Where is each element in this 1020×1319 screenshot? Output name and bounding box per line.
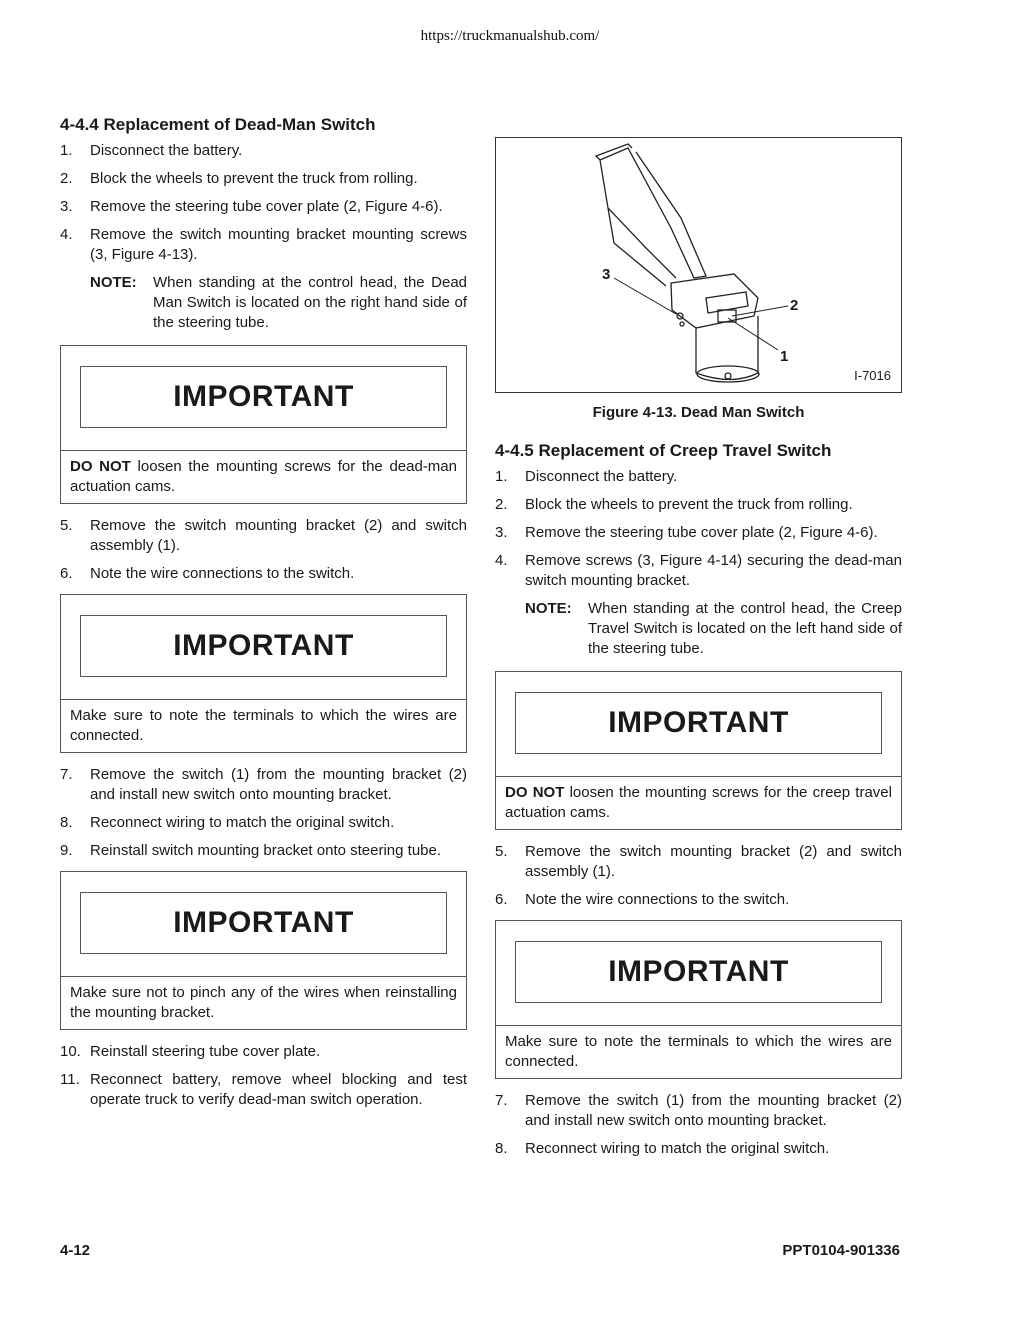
step-number: 4. — [60, 226, 73, 243]
steps-list-c — [60, 765, 467, 861]
step-text: Reconnect battery, remove wheel blocking and test operate truck to verify dead-man switch operation. — [90, 1071, 467, 1108]
step-item — [60, 1070, 467, 1110]
step-item — [495, 890, 902, 910]
note-text: When standing at the control head, the Creep Travel Switch is located on the left hand side of the steering tube. — [588, 600, 902, 657]
important-message: Make sure to note the terminals to which the wires are connected. — [61, 699, 466, 752]
important-message: DO NOT loosen the mounting screws for the dead-man actuation cams. — [61, 450, 466, 503]
step-text: Reinstall steering tube cover plate. — [90, 1043, 321, 1060]
step-number: 6. — [495, 891, 508, 908]
step-number: 2. — [495, 496, 508, 513]
step-item — [495, 467, 902, 487]
step-item — [495, 523, 902, 543]
step-number: 10. — [60, 1043, 81, 1060]
step-item — [60, 1042, 467, 1062]
note — [60, 273, 467, 333]
figure-caption: Figure 4-13. Dead Man Switch — [592, 404, 805, 421]
important-title: IMPORTANT — [80, 615, 447, 677]
step-text: Note the wire connections to the switch. — [525, 891, 790, 908]
step-text: Remove the switch (1) from the mounting bracket (2) and install new switch onto mounting bracket. — [525, 1092, 902, 1129]
step-text: Reconnect wiring to match the original switch. — [90, 814, 395, 831]
important-title: IMPORTANT — [515, 692, 882, 754]
step-item — [60, 169, 467, 189]
figure-dead-man-switch — [495, 137, 902, 393]
step-item — [495, 551, 902, 591]
step-text: Reconnect wiring to match the original switch. — [525, 1140, 830, 1157]
step-text: Remove screws (3, Figure 4-14) securing the dead-man switch mounting bracket. — [525, 552, 902, 589]
step-item — [60, 197, 467, 217]
important-message: Make sure to note the terminals to which the wires are connected. — [496, 1025, 901, 1078]
step-text: Block the wheels to prevent the truck from rolling. — [525, 496, 853, 513]
callout-3: 3 — [602, 266, 611, 283]
steering-tube-illustration — [496, 138, 892, 390]
step-item — [60, 841, 467, 861]
step-text: Remove the steering tube cover plate (2, Figure 4-6). — [90, 198, 443, 215]
right-column — [495, 137, 902, 1167]
step-number: 3. — [60, 198, 73, 215]
important-box — [495, 920, 902, 1079]
step-item — [495, 495, 902, 515]
step-text: Disconnect the battery. — [90, 142, 243, 159]
steps-list-b — [495, 842, 902, 910]
steps-list-b — [60, 516, 467, 584]
step-item — [60, 225, 467, 265]
step-number: 9. — [60, 842, 73, 859]
step-number: 6. — [60, 565, 73, 582]
step-text: Remove the steering tube cover plate (2, Figure 4-6). — [525, 524, 878, 541]
page-number: 4-12 — [60, 1242, 91, 1259]
figure-id: I-7016 — [854, 368, 891, 383]
step-text: Remove the switch mounting bracket (2) and switch assembly (1). — [90, 517, 467, 554]
important-box — [495, 671, 902, 830]
step-item — [60, 765, 467, 805]
note — [495, 599, 902, 659]
step-item — [60, 141, 467, 161]
step-item — [60, 564, 467, 584]
step-number: 2. — [60, 170, 73, 187]
note-label: NOTE: — [90, 274, 137, 291]
note-label: NOTE: — [525, 600, 572, 617]
step-text: Reinstall switch mounting bracket onto steering tube. — [90, 842, 442, 859]
step-text: Disconnect the battery. — [525, 468, 678, 485]
note-text: When standing at the control head, the Dead Man Switch is located on the right hand side of the steering tube. — [153, 274, 467, 331]
steps-list-a — [495, 467, 902, 591]
step-number: 11. — [60, 1071, 80, 1088]
callout-2: 2 — [790, 297, 799, 314]
step-number: 4. — [495, 552, 508, 569]
step-number: 8. — [495, 1140, 508, 1157]
important-message: Make sure not to pinch any of the wires when reinstalling the mounting bracket. — [61, 976, 466, 1029]
step-number: 7. — [495, 1092, 508, 1109]
step-number: 5. — [495, 843, 508, 860]
important-box — [60, 594, 467, 753]
step-number: 5. — [60, 517, 73, 534]
step-text: Remove the switch mounting bracket mounting screws (3, Figure 4-13). — [90, 226, 467, 263]
step-number: 1. — [60, 142, 73, 159]
step-item — [60, 516, 467, 556]
source-url[interactable]: https://truckmanualshub.com/ — [420, 28, 600, 44]
step-item — [495, 842, 902, 882]
step-number: 7. — [60, 766, 73, 783]
left-column — [60, 115, 467, 1118]
step-item — [60, 813, 467, 833]
document-id: PPT0104-901336 — [782, 1242, 900, 1259]
important-title: IMPORTANT — [515, 941, 882, 1003]
important-title: IMPORTANT — [80, 366, 447, 428]
step-text: Block the wheels to prevent the truck from rolling. — [90, 170, 418, 187]
callout-1: 1 — [780, 348, 789, 365]
steps-list-a — [60, 141, 467, 265]
step-text: Note the wire connections to the switch. — [90, 565, 355, 582]
step-item — [495, 1139, 902, 1159]
important-title: IMPORTANT — [80, 892, 447, 954]
important-message: DO NOT loosen the mounting screws for the creep travel actuation cams. — [496, 776, 901, 829]
step-number: 3. — [495, 524, 508, 541]
section-title-dead-man: 4-4.4 Replacement of Dead-Man Switch — [60, 115, 376, 134]
important-box — [60, 871, 467, 1030]
section-title-creep-travel: 4-4.5 Replacement of Creep Travel Switch — [495, 441, 832, 460]
step-text: Remove the switch (1) from the mounting bracket (2) and install new switch onto mounting bracket. — [90, 766, 467, 803]
steps-list-d — [60, 1042, 467, 1110]
step-item — [495, 1091, 902, 1131]
steps-list-c — [495, 1091, 902, 1159]
step-text: Remove the switch mounting bracket (2) and switch assembly (1). — [525, 843, 902, 880]
step-number: 8. — [60, 814, 73, 831]
important-box — [60, 345, 467, 504]
step-number: 1. — [495, 468, 508, 485]
